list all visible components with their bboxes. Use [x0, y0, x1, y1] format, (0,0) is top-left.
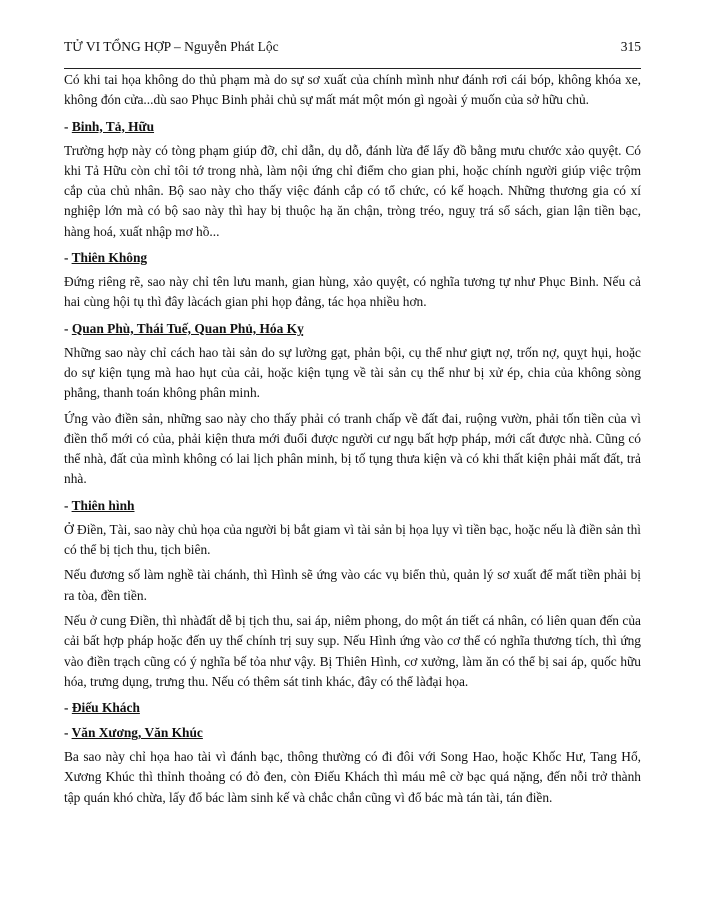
heading-dash: -	[64, 320, 72, 336]
section-heading	[64, 496, 641, 515]
heading-dash: -	[64, 725, 72, 741]
running-header	[64, 38, 641, 69]
section-heading	[64, 698, 641, 717]
body-paragraph: Có khi tai họa không do thủ phạm mà do sự sơ xuất của chính mình như đánh rơi cái bóp, không khóa xe, không đón cửa...dù sao Phục Binh phải chủ sự mất mát một món gì ngoài ý muốn của sở hữu chủ.	[64, 72, 641, 108]
section-heading	[64, 319, 641, 338]
page-number: 315	[620, 39, 641, 54]
heading-title: Quan Phù, Thái Tuế, Quan Phủ, Hóa Kỵ	[71, 320, 304, 336]
document-page	[64, 38, 641, 813]
body-paragraph: Những sao này chỉ cách hao tài sản do sự lường gạt, phản bội, cụ thể như giựt nợ, trốn nợ, quỵt hụi, hoặc do sự kiện tụng mà hao hụt của cải, hoặc kiện tụng về tài sản cụ thể như bị xử ép, chia của không sòng phẳng, thanh toán không phân minh.	[64, 344, 641, 401]
section-heading	[64, 723, 641, 742]
heading-dash: -	[64, 497, 72, 513]
body-paragraph: Nếu ở cung Điền, thì nhàđất dễ bị tịch thu, sai áp, niêm phong, do một án tiết cá nhân, có liên quan đến của cải bất hợp pháp hoặc đến uy thế chính trị suy sụp. Nếu Hình ứng vào cơ thể có nghĩa thương tích, thì ứng vào điền trạch cũng có ý nghĩa bế tỏa như vậy. Bị Thiên Hình, cơ xưởng, làm ăn có thể bị sai áp, quốc hữu hóa, trưng dụng, trưng thu. Nếu có thêm sát tinh khác, đây có thể làđại họa.	[64, 612, 641, 689]
body-paragraph: Ở Điền, Tài, sao này chủ họa của người bị bắt giam vì tài sản bị họa lụy vì tiền bạc, hoặc nếu là điền sản thì có thể bị tịch thu, tịch biên.	[64, 521, 641, 558]
section-heading	[64, 117, 641, 136]
body-paragraph: Ba sao này chỉ họa hao tài vì đánh bạc, thông thường có đi đôi với Song Hao, hoặc Khốc Hư, Tang Hổ, Xương Khúc thì thỉnh thoảng có đỏ đen, còn Điếu Khách thì máu mê cờ bạc quá nặng, đến nỗi trở thành tập quán khó chừa, lấy đổ bác làm sinh kế và chắc chắn cũng vì đổ bác mà tán tài, tán điền.	[64, 749, 641, 805]
heading-title: Thiên Không	[71, 250, 148, 266]
body-paragraph: Trường hợp này có tòng phạm giúp đỡ, chỉ dẫn, dụ dỗ, đánh lừa để lấy đồ bằng mưu chước xảo quyệt. Có khi Tả Hữu còn chỉ tôi tớ trong nhà, làm nội ứng chỉ điểm cho gian phi, hoặc chính người giúp việc trộm cắp của chủ nhân. Bộ sao này cho thấy việc đánh cắp có tổ chức, có kế hoạch. Những thương gia có xí nghiệp lớn mà có bộ sao này thì hay bị thuộc hạ ăn chận, tròng tréo, nguỵ trá sổ sách, gian lận tiền bạc, hàng hoá, xuất nhập mơ hồ...	[64, 142, 641, 239]
heading-dash: -	[64, 118, 72, 134]
body-paragraph: Nếu đương số làm nghề tài chánh, thì Hình sẽ ứng vào các vụ biển thủ, quản lý sơ xuất để mất tiền phải bị ra tòa, đền tiền.	[64, 567, 641, 603]
body-paragraph: Ứng vào điền sản, những sao này cho thấy phải có tranh chấp về đất đai, ruộng vườn, phải tốn tiền của vì điền thổ mới có của, phải kiện thưa mới đuổi được người cư ngụ bất hợp pháp, mới cất được nhà. Cũng có thể nhà, đất của mình không có lai lịch phân minh, bị tố tụng thưa kiện và có khi thất kiện phải mất đất, trả nhà.	[64, 410, 641, 487]
heading-title: Điếu Khách	[71, 700, 140, 716]
heading-title: Thiên hình	[71, 497, 135, 513]
body-paragraph: Đứng riêng rẽ, sao này chỉ tên lưu manh, gian hùng, xảo quyệt, có nghĩa tương tự như Phục Binh. Nếu cả hai cùng hội tụ thì đây làcách gian phi họp đảng, tác họa nhiều hơn.	[64, 274, 641, 310]
heading-title: Văn Xương, Văn Khúc	[71, 725, 203, 741]
section-heading	[64, 248, 641, 267]
heading-title: Binh, Tả, Hữu	[71, 118, 155, 134]
document-body	[64, 69, 641, 808]
heading-dash: -	[64, 700, 72, 716]
header-title: TỬ VI TỔNG HỢP – Nguyễn Phát Lộc	[64, 39, 279, 54]
heading-dash: -	[64, 250, 72, 266]
